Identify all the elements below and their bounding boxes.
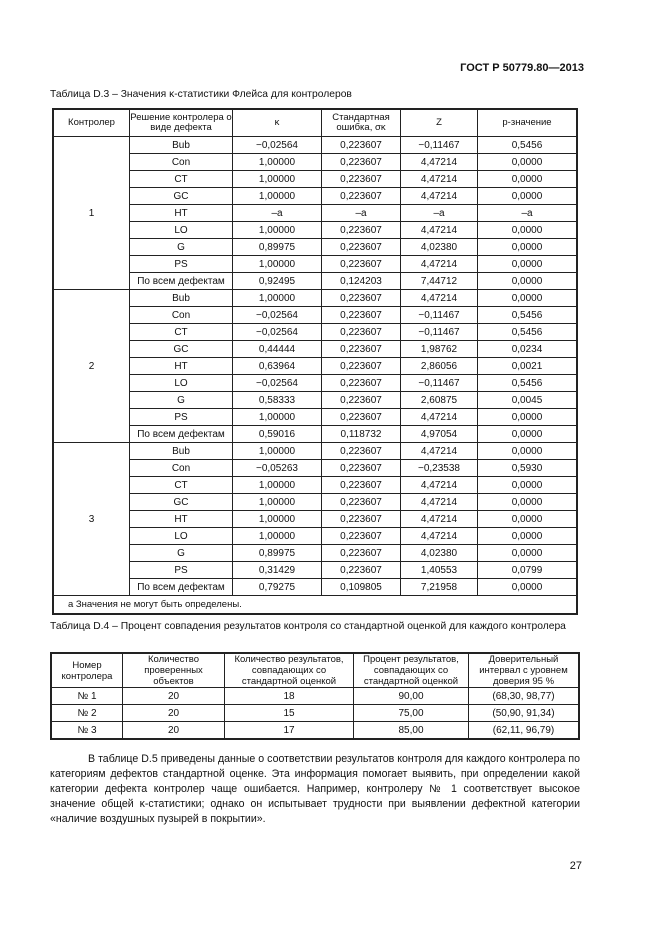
table3-caption: Таблица D.3 – Значения κ-статистики Флейса для контролеров: [50, 89, 352, 100]
col-header: Количество результатов, совпадающих со стандартной оценкой: [225, 653, 354, 688]
table-cell: 4,47214: [401, 188, 478, 205]
table-cell: 0,223607: [322, 528, 401, 545]
table-row: [53, 392, 577, 409]
table-cell: 0,0000: [478, 545, 578, 562]
table-cell: 20: [123, 705, 225, 722]
table-d4: [50, 652, 580, 740]
table-cell: 4,02380: [401, 545, 478, 562]
table-cell: PS: [130, 409, 233, 426]
table-row: [53, 341, 577, 358]
table-cell: 2,60875: [401, 392, 478, 409]
table-cell: 4,47214: [401, 528, 478, 545]
table-cell: 0,0045: [478, 392, 578, 409]
table-row: [53, 137, 577, 154]
table-cell: 4,47214: [401, 477, 478, 494]
table-cell: 0,0000: [478, 443, 578, 460]
table-cell: 0,223607: [322, 375, 401, 392]
table-cell: Bub: [130, 290, 233, 307]
table-cell: −0,11467: [401, 375, 478, 392]
table-cell: PS: [130, 256, 233, 273]
table-cell: −0,11467: [401, 307, 478, 324]
table-row: [53, 256, 577, 273]
table-cell: CT: [130, 477, 233, 494]
table-cell: 0,223607: [322, 256, 401, 273]
table-cell: По всем дефектам: [130, 579, 233, 596]
table-cell: HT: [130, 511, 233, 528]
col-header: Количество проверенных объектов: [123, 653, 225, 688]
table-cell: (50,90, 91,34): [469, 705, 580, 722]
table-row: [53, 426, 577, 443]
table-row: [51, 688, 579, 705]
table-cell: Bub: [130, 443, 233, 460]
table-cell: 1,00000: [233, 154, 322, 171]
table-cell: 0,0000: [478, 409, 578, 426]
table-cell: 0,5456: [478, 307, 578, 324]
table-cell: −0,05263: [233, 460, 322, 477]
table-cell: 0,223607: [322, 392, 401, 409]
table-cell: –a: [478, 205, 578, 222]
table-cell: 0,223607: [322, 494, 401, 511]
table-row: [53, 528, 577, 545]
col-header: Стандартная ошибка, σκ: [322, 109, 401, 137]
table-cell: 0,0000: [478, 188, 578, 205]
table-cell: 20: [123, 722, 225, 740]
controller-cell: 2: [53, 290, 130, 443]
table-cell: 15: [225, 705, 354, 722]
table-cell: 0,223607: [322, 137, 401, 154]
standard-header: ГОСТ Р 50779.80—2013: [460, 62, 584, 74]
table-cell: 1,00000: [233, 477, 322, 494]
table-cell: 1,00000: [233, 443, 322, 460]
table-cell: 4,47214: [401, 171, 478, 188]
table-cell: –a: [233, 205, 322, 222]
table-cell: 0,0000: [478, 256, 578, 273]
table-cell: 0,5456: [478, 375, 578, 392]
table-cell: 0,0000: [478, 426, 578, 443]
table-cell: 0,223607: [322, 562, 401, 579]
table-row: [51, 722, 579, 740]
col-header: Номер контролера: [51, 653, 123, 688]
table-cell: 4,47214: [401, 154, 478, 171]
table-cell: 0,223607: [322, 171, 401, 188]
body-paragraph: В таблице D.5 приведены данные о соответствии результатов контроля для каждого контролера по категориям дефектов стандартной оценке. Эта информация помогает выявить, при определении какой категории дефекта контролер чаще ошибается. Например, контролеру № 1 соответствует высокое значение общей κ-статистики; однако он испытывает трудности при выявлении дефектной категории «наличие воздушных пузырей в покрытии».: [50, 753, 580, 825]
col-header: p-значение: [478, 109, 578, 137]
col-header: Z: [401, 109, 478, 137]
table-cell: 0,223607: [322, 290, 401, 307]
table-cell: 1,00000: [233, 528, 322, 545]
table-cell: № 2: [51, 705, 123, 722]
table-cell: 0,5456: [478, 137, 578, 154]
table-cell: 4,47214: [401, 443, 478, 460]
table-cell: (68,30, 98,77): [469, 688, 580, 705]
table-cell: 0,0000: [478, 579, 578, 596]
table-row: [53, 545, 577, 562]
table-row: [53, 562, 577, 579]
footnote: a Значения не могут быть определены.: [53, 596, 577, 615]
table-row: [53, 205, 577, 222]
table-cell: 1,00000: [233, 511, 322, 528]
table-cell: 0,223607: [322, 443, 401, 460]
table-cell: Bub: [130, 137, 233, 154]
table-cell: 0,118732: [322, 426, 401, 443]
table-cell: 75,00: [354, 705, 469, 722]
table-row: [53, 239, 577, 256]
table-cell: 1,00000: [233, 188, 322, 205]
table-row: [53, 579, 577, 596]
table-cell: 7,21958: [401, 579, 478, 596]
table-row: [53, 477, 577, 494]
table-row: [53, 307, 577, 324]
table-cell: G: [130, 392, 233, 409]
table-row: [53, 273, 577, 290]
table-cell: 0,223607: [322, 477, 401, 494]
table-cell: 0,223607: [322, 239, 401, 256]
table-cell: 0,223607: [322, 154, 401, 171]
table-cell: 0,0000: [478, 273, 578, 290]
table-cell: 0,223607: [322, 358, 401, 375]
table-cell: 4,97054: [401, 426, 478, 443]
table-cell: 1,00000: [233, 171, 322, 188]
table-cell: 2,86056: [401, 358, 478, 375]
table-row: [53, 358, 577, 375]
table-cell: HT: [130, 205, 233, 222]
table4-caption: Таблица D.4 – Процент совпадения результатов контроля со стандартной оценкой для каждого контролера: [50, 621, 566, 632]
table-cell: 1,00000: [233, 409, 322, 426]
table-cell: 0,223607: [322, 460, 401, 477]
table-cell: 0,63964: [233, 358, 322, 375]
table-cell: 0,0000: [478, 171, 578, 188]
table-cell: 0,0000: [478, 290, 578, 307]
table-cell: 1,00000: [233, 222, 322, 239]
table-cell: (62,11, 96,79): [469, 722, 580, 740]
table-cell: 0,79275: [233, 579, 322, 596]
table-cell: 85,00: [354, 722, 469, 740]
table-cell: 4,47214: [401, 290, 478, 307]
table-row: [53, 409, 577, 426]
table-cell: № 1: [51, 688, 123, 705]
table-cell: −0,02564: [233, 375, 322, 392]
table-cell: G: [130, 545, 233, 562]
table-cell: 17: [225, 722, 354, 740]
table-cell: HT: [130, 358, 233, 375]
table-cell: 0,223607: [322, 545, 401, 562]
table-cell: 0,0000: [478, 154, 578, 171]
table-cell: 18: [225, 688, 354, 705]
col-header: Контролер: [53, 109, 130, 137]
table-cell: 1,00000: [233, 256, 322, 273]
table-cell: 0,0000: [478, 222, 578, 239]
table-row: [53, 443, 577, 460]
table-row: [53, 511, 577, 528]
table-cell: 0,0799: [478, 562, 578, 579]
table-cell: −0,02564: [233, 137, 322, 154]
table-cell: 0,31429: [233, 562, 322, 579]
table-cell: 4,47214: [401, 409, 478, 426]
table-cell: 4,47214: [401, 511, 478, 528]
table-row: [53, 460, 577, 477]
table-cell: 0,0021: [478, 358, 578, 375]
table-cell: По всем дефектам: [130, 273, 233, 290]
table-cell: 0,44444: [233, 341, 322, 358]
table-cell: LO: [130, 528, 233, 545]
table-cell: По всем дефектам: [130, 426, 233, 443]
table-row: [53, 324, 577, 341]
table-cell: 0,0000: [478, 477, 578, 494]
table-cell: 0,5456: [478, 324, 578, 341]
table-cell: −0,11467: [401, 324, 478, 341]
table-cell: 0,0000: [478, 528, 578, 545]
table-header-row: [53, 109, 577, 137]
table-cell: 4,47214: [401, 256, 478, 273]
table-cell: Con: [130, 154, 233, 171]
table-cell: 0,0000: [478, 239, 578, 256]
table-cell: 4,02380: [401, 239, 478, 256]
table-cell: 0,223607: [322, 409, 401, 426]
table-cell: −0,11467: [401, 137, 478, 154]
table-cell: 7,44712: [401, 273, 478, 290]
col-header: Процент результатов, совпадающих со стандартной оценкой: [354, 653, 469, 688]
table-cell: GC: [130, 188, 233, 205]
table-cell: 0,92495: [233, 273, 322, 290]
table-cell: 0,0000: [478, 494, 578, 511]
table-cell: 0,223607: [322, 341, 401, 358]
table-cell: Con: [130, 460, 233, 477]
table-cell: –a: [401, 205, 478, 222]
table-row: [53, 375, 577, 392]
table-row: [53, 188, 577, 205]
table-row: [53, 290, 577, 307]
table-d3: [52, 108, 578, 615]
table-header-row: [51, 653, 579, 688]
table-row: [51, 705, 579, 722]
table-row: [53, 222, 577, 239]
table-cell: 0,0000: [478, 511, 578, 528]
table-row: [53, 494, 577, 511]
table-cell: 1,40553: [401, 562, 478, 579]
table-cell: 0,109805: [322, 579, 401, 596]
table-cell: −0,23538: [401, 460, 478, 477]
table-cell: 1,98762: [401, 341, 478, 358]
table-cell: 1,00000: [233, 290, 322, 307]
table-cell: GC: [130, 341, 233, 358]
col-header: Решение контролера о виде дефекта: [130, 109, 233, 137]
table-cell: № 3: [51, 722, 123, 740]
table-cell: 0,89975: [233, 545, 322, 562]
table-cell: GC: [130, 494, 233, 511]
table-cell: 0,223607: [322, 222, 401, 239]
table-cell: 0,0234: [478, 341, 578, 358]
table-row: [53, 171, 577, 188]
table-cell: −0,02564: [233, 307, 322, 324]
table-cell: 4,47214: [401, 494, 478, 511]
table-cell: CT: [130, 171, 233, 188]
table-cell: Con: [130, 307, 233, 324]
table-cell: G: [130, 239, 233, 256]
table-cell: 4,47214: [401, 222, 478, 239]
table-cell: 0,58333: [233, 392, 322, 409]
table-cell: 0,223607: [322, 511, 401, 528]
table-cell: 0,89975: [233, 239, 322, 256]
table-cell: LO: [130, 222, 233, 239]
table-cell: 0,124203: [322, 273, 401, 290]
table-cell: 0,223607: [322, 324, 401, 341]
table-cell: 0,59016: [233, 426, 322, 443]
page-number: 27: [569, 860, 582, 872]
table-cell: 0,223607: [322, 307, 401, 324]
table-cell: 1,00000: [233, 494, 322, 511]
table-cell: 90,00: [354, 688, 469, 705]
table-cell: 20: [123, 688, 225, 705]
table-cell: –a: [322, 205, 401, 222]
col-header: Доверительный интервал с уровнем доверия 95 %: [469, 653, 580, 688]
col-header: κ: [233, 109, 322, 137]
table-row: [53, 154, 577, 171]
table-cell: PS: [130, 562, 233, 579]
table-cell: −0,02564: [233, 324, 322, 341]
controller-cell: 1: [53, 137, 130, 290]
table-cell: 0,223607: [322, 188, 401, 205]
table-cell: 0,5930: [478, 460, 578, 477]
footnote-row: [53, 596, 577, 615]
table-cell: CT: [130, 324, 233, 341]
controller-cell: 3: [53, 443, 130, 596]
table-cell: LO: [130, 375, 233, 392]
